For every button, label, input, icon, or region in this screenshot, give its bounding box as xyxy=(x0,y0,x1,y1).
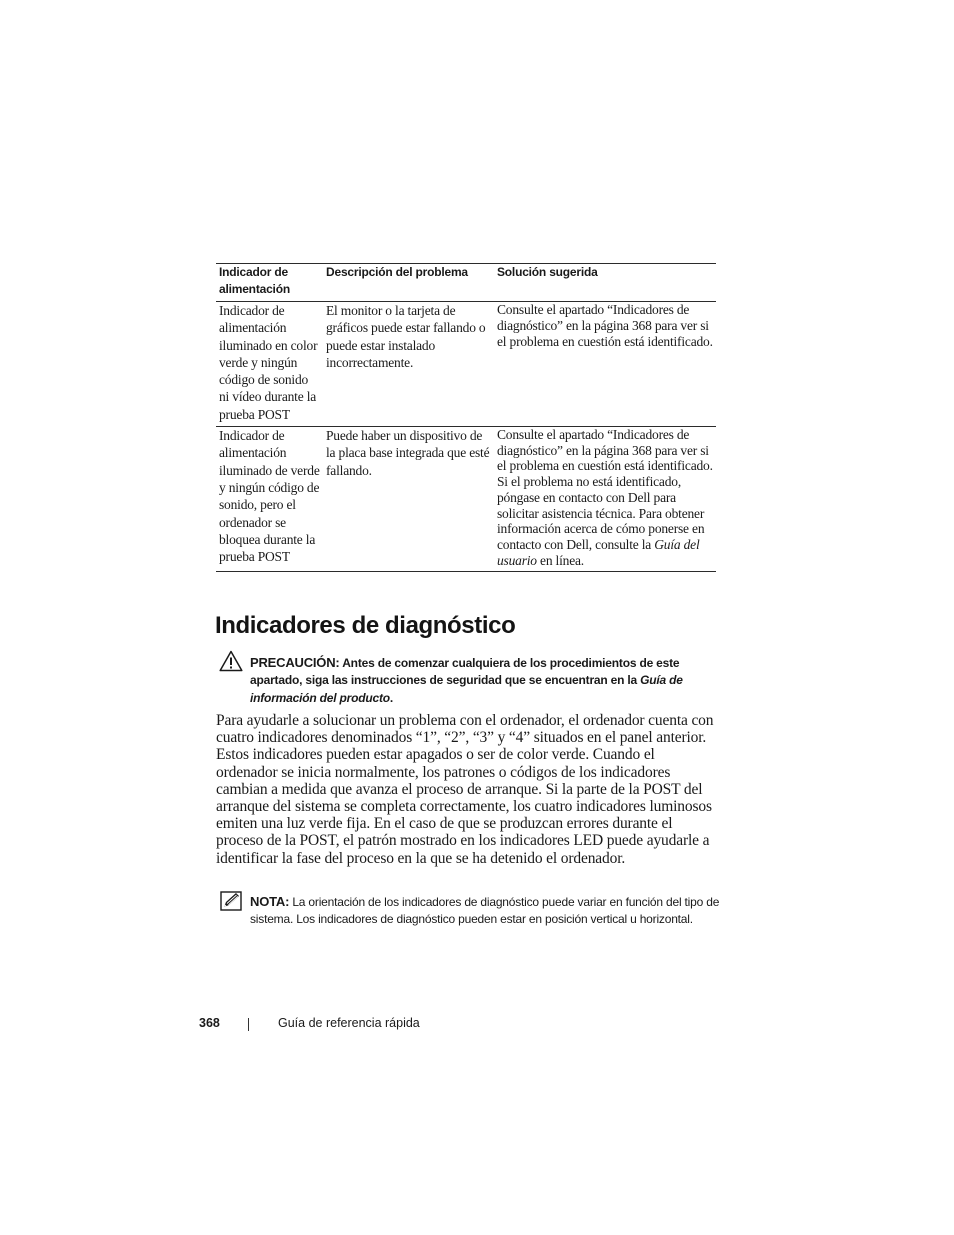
note-text: La orientación de los indicadores de diagnóstico puede variar en función del tipo de sistema. Los indicadores de diagnóstico pueden estar en posición vertical u horizontal. xyxy=(250,895,720,927)
product-info-guide-reference: Guía de información del producto xyxy=(250,673,683,705)
user-guide-reference: Guía del usuario xyxy=(497,537,700,568)
table-row xyxy=(216,426,716,571)
cell-solution xyxy=(494,427,716,571)
table-header-row xyxy=(216,264,716,301)
header-solution: Solución sugerida xyxy=(497,265,598,279)
cell-indicator: Indicador de alimentación iluminado de verde y ningún código de sonido, pero el ordenador se bloquea durante la prueba POST xyxy=(219,428,320,565)
note-label: NOTA: xyxy=(250,894,290,909)
caution-end: . xyxy=(389,690,394,705)
caution-label: PRECAUCIÓN: xyxy=(250,655,340,670)
section-heading: Indicadores de diagnóstico xyxy=(215,612,516,639)
footer-title: Guía de referencia rápida xyxy=(278,1016,420,1030)
cell-description: El monitor o la tarjeta de gráficos puede estar fallando o puede estar instalado incorrectamente. xyxy=(326,303,486,370)
solution-text-end: en línea. xyxy=(536,552,584,568)
troubleshooting-table xyxy=(216,263,716,572)
caution-text: Antes de comenzar cualquiera de los procedimientos de este apartado, siga las instrucciones de seguridad que se encuentran en la xyxy=(250,656,680,688)
header-description: Descripción del problema xyxy=(326,265,468,279)
cell-description: Puede haber un dispositivo de la placa base integrada que esté fallando. xyxy=(326,428,490,478)
pencil-note-icon xyxy=(220,891,242,911)
note-notice xyxy=(250,893,720,929)
table-row xyxy=(216,301,716,426)
solution-text: Consulte el apartado “Indicadores de diagnóstico” en la página 368 para ver si el problema en cuestión está identificado. Si el problema no está identificado, póngase en contacto con Dell para solicitar asistencia técnica. Para obtener información acerca de cómo ponerse en contacto con Dell, consulte la xyxy=(497,427,713,552)
warning-triangle-icon xyxy=(219,650,243,672)
footer-divider xyxy=(248,1018,249,1031)
header-indicator: Indicador de alimentación xyxy=(219,265,290,296)
body-paragraph: Para ayudarle a solucionar un problema con el ordenador, el ordenador cuenta con cuatro indicadores denominados “1”, “2”, “3” y “4” situados en el panel anterior. Estos indicadores pueden estar apagados o ser de color verde. Cuando el ordenador se inicia normalmente, los patrones o códigos de los indicadores cambian a medida que avanza el proceso de arranque. Si la parte de la POST del arranque del sistema se completa correctamente, los cuatro indicadores luminosos emiten una luz verde fija. En el caso de que se produzcan errores durante el proceso de la POST, el patrón mostrado en los indicadores LED puede ayudarle a identificar la fase del proceso en la que se ha detenido el ordenador. xyxy=(216,712,714,867)
page-number: 368 xyxy=(199,1016,220,1030)
cell-indicator: Indicador de alimentación iluminado en color verde y ningún código de sonido ni vídeo durante la prueba POST xyxy=(219,303,318,422)
cell-solution: Consulte el apartado “Indicadores de diagnóstico” en la página 368 para ver si el problema en cuestión está identificado. xyxy=(497,302,713,349)
caution-notice xyxy=(250,654,710,707)
